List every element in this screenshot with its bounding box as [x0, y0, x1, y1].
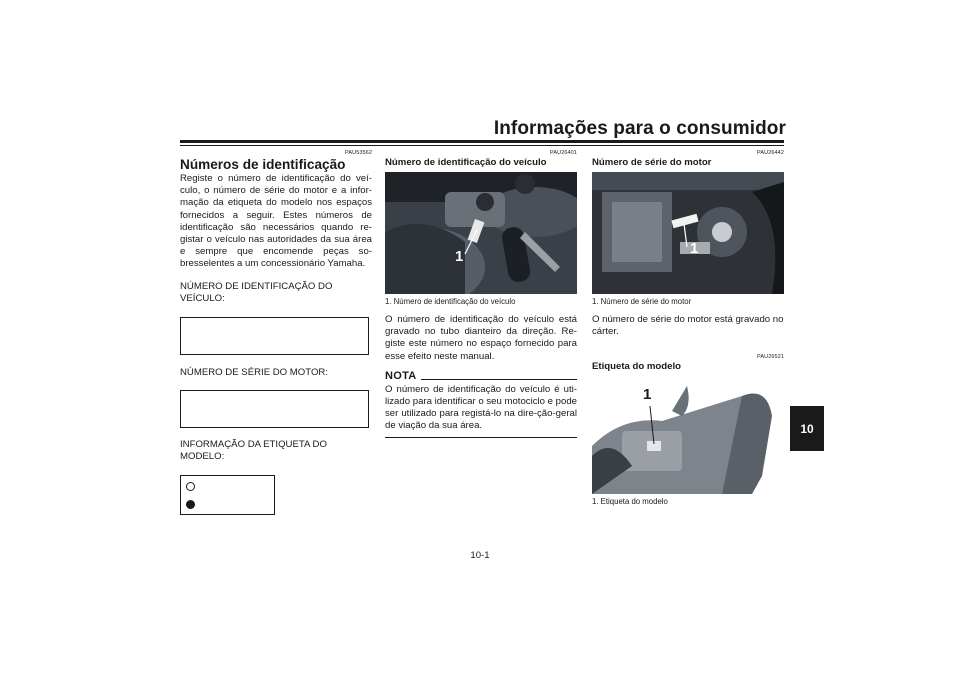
- model-label-box[interactable]: [180, 475, 275, 515]
- note-end-rule: [385, 437, 577, 438]
- engine-label: NÚMERO DE SÉRIE DO MOTOR:: [180, 367, 329, 379]
- note-header: [385, 370, 577, 382]
- section-code: PAU53562: [345, 150, 372, 156]
- callout-number: 1: [643, 386, 652, 404]
- callout-number: 1: [690, 240, 699, 257]
- column-identification-numbers: [180, 150, 372, 515]
- header-rule-thin: [180, 145, 784, 146]
- section-heading: Números de identificação: [180, 157, 346, 172]
- page-title: Informações para o consumidor: [493, 118, 786, 139]
- section-heading: Número de identificação do veículo: [385, 157, 547, 168]
- model-label-photo: [592, 376, 784, 494]
- engine-entry-box[interactable]: [180, 390, 369, 428]
- column-engine-and-model: [592, 150, 784, 507]
- chapter-tab[interactable]: 10: [790, 406, 824, 451]
- engine-serial-photo: [592, 172, 784, 294]
- vin-entry-box[interactable]: [180, 317, 369, 355]
- callout-number: 1: [455, 248, 464, 265]
- photo-caption: 1. Número de identificação do veículo: [385, 297, 516, 306]
- model-label: INFORMAÇÃO DA ETIQUETA DO MODELO:: [180, 439, 327, 463]
- section-code: PAU26442: [757, 150, 784, 156]
- intro-paragraph: Registe o número de identificação do veí-culo, o número de série do motor e a infor-mação da etiqueta do modelo nos espaços fornecidos a seguir. Estes números de identificação são necessários quando re-gistar o veículo nas autoridades da sua área e sempre que encomende peças so-bresselentes a um concessionário Yamaha.: [180, 173, 372, 270]
- filled-circle-icon: [186, 500, 195, 509]
- engine-paragraph: O número de série do motor está gravado no cárter.: [592, 314, 784, 338]
- photo-caption: 1. Número de série do motor: [592, 297, 692, 306]
- photo-caption: 1. Etiqueta do modelo: [592, 497, 668, 507]
- section-heading: Etiqueta do modelo: [592, 361, 682, 373]
- vin-paragraph: O número de identificação do veículo está gravado no tubo dianteiro da direção. Re-giste este número no espaço fornecido para esse efeito neste manual.: [385, 314, 577, 362]
- vehicle-id-photo: [385, 172, 577, 294]
- open-circle-icon: [186, 482, 195, 491]
- note-title: NOTA: [385, 369, 417, 382]
- note-text: O número de identificação do veículo é uti-lizado para identificar o seu motociclo e pode ser utilizado para registá-lo na dire-ção-geral de viação da sua área.: [385, 383, 577, 432]
- vin-label: NÚMERO DE IDENTIFICAÇÃO DO VEÍCULO:: [180, 280, 333, 304]
- section-heading: Número de série do motor: [592, 157, 712, 168]
- page-number: 10-1: [470, 550, 490, 561]
- section-code: PAU26401: [550, 150, 577, 156]
- column-vehicle-id: [385, 150, 577, 438]
- note-rule: [421, 379, 577, 380]
- section-code: PAU26521: [757, 354, 784, 361]
- header-rule: [180, 140, 784, 143]
